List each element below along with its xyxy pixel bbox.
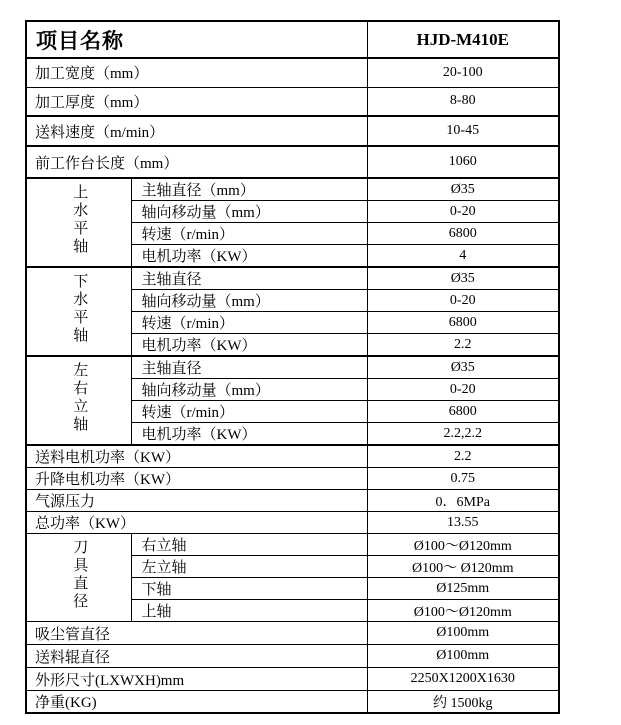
row-value: 0.75 (367, 468, 559, 490)
spec-table-body (26, 58, 559, 713)
row-value: 2.2,2.2 (367, 423, 559, 446)
table-row (26, 146, 559, 178)
table-row (26, 58, 559, 87)
row-value: Ø100～Ø120mm (367, 600, 559, 622)
row-value: Ø100～ Ø120mm (367, 556, 559, 578)
group-label-vertical-text: 下水平轴 (71, 273, 88, 345)
group-label-vertical-text: 左右立轴 (71, 362, 88, 434)
row-value: Ø100～Ø120mm (367, 534, 559, 556)
row-label: 前工作台长度（mm） (26, 146, 367, 178)
row-value: 0-20 (367, 201, 559, 223)
row-value: Ø35 (367, 356, 559, 379)
row-label: 右立轴 (131, 534, 367, 556)
spec-table (25, 20, 560, 714)
row-value: 10-45 (367, 116, 559, 146)
table-header-row (26, 21, 559, 58)
row-value: 2.2 (367, 334, 559, 357)
row-label: 加工厚度（mm） (26, 87, 367, 116)
row-value: 4 (367, 245, 559, 268)
table-row (26, 178, 559, 201)
row-label: 电机功率（KW） (131, 423, 367, 446)
row-label: 轴向移动量（mm） (131, 379, 367, 401)
row-value: 1060 (367, 146, 559, 178)
row-label: 净重(KG) (26, 691, 367, 714)
row-value: 20-100 (367, 58, 559, 87)
table-row (26, 512, 559, 534)
row-label: 轴向移动量（mm） (131, 290, 367, 312)
table-row (26, 668, 559, 691)
table-row (26, 645, 559, 668)
row-label: 送料速度（m/min） (26, 116, 367, 146)
row-label: 主轴直径 (131, 267, 367, 290)
group-label-cell (26, 267, 131, 356)
row-label: 轴向移动量（mm） (131, 201, 367, 223)
table-row (26, 622, 559, 645)
row-value: 6800 (367, 223, 559, 245)
table-row (26, 116, 559, 146)
row-label: 转速（r/min） (131, 401, 367, 423)
row-value: Ø35 (367, 178, 559, 201)
row-value: 0-20 (367, 379, 559, 401)
row-label: 左立轴 (131, 556, 367, 578)
group-label-cell (26, 356, 131, 445)
row-label: 下轴 (131, 578, 367, 600)
row-value: 2.2 (367, 445, 559, 468)
row-value: Ø125mm (367, 578, 559, 600)
row-value: 6800 (367, 312, 559, 334)
table-row (26, 356, 559, 379)
row-label: 电机功率（KW） (131, 334, 367, 357)
row-value: 0．6MPa (367, 490, 559, 512)
group-label-cell (26, 534, 131, 622)
row-label: 升降电机功率（KW） (26, 468, 367, 490)
row-value: 2250X1200X1630 (367, 668, 559, 691)
table-row (26, 691, 559, 714)
table-row (26, 445, 559, 468)
table-header-model-name: HJD-M410E (367, 21, 559, 58)
table-row (26, 468, 559, 490)
row-value: Ø100mm (367, 645, 559, 668)
row-label: 送料电机功率（KW） (26, 445, 367, 468)
row-label: 转速（r/min） (131, 312, 367, 334)
row-label: 主轴直径 (131, 356, 367, 379)
group-label-vertical-text: 刀具直径 (71, 539, 88, 611)
group-label-cell (26, 178, 131, 267)
row-value: Ø35 (367, 267, 559, 290)
row-label: 主轴直径（mm） (131, 178, 367, 201)
row-value: 6800 (367, 401, 559, 423)
row-label: 上轴 (131, 600, 367, 622)
row-label: 气源压力 (26, 490, 367, 512)
row-value: 13.55 (367, 512, 559, 534)
table-header-item-name: 项目名称 (26, 21, 367, 58)
row-value: Ø100mm (367, 622, 559, 645)
table-row (26, 87, 559, 116)
table-row (26, 490, 559, 512)
row-label: 送料辊直径 (26, 645, 367, 668)
row-label: 总功率（KW） (26, 512, 367, 534)
row-label: 外形尺寸(LXWXH)mm (26, 668, 367, 691)
row-label: 电机功率（KW） (131, 245, 367, 268)
row-value: 约 1500kg (367, 691, 559, 714)
row-label: 吸尘管直径 (26, 622, 367, 645)
table-row (26, 267, 559, 290)
row-value: 0-20 (367, 290, 559, 312)
group-label-vertical-text: 上水平轴 (71, 184, 88, 256)
row-label: 转速（r/min） (131, 223, 367, 245)
table-row (26, 534, 559, 556)
row-label: 加工宽度（mm） (26, 58, 367, 87)
row-value: 8-80 (367, 87, 559, 116)
